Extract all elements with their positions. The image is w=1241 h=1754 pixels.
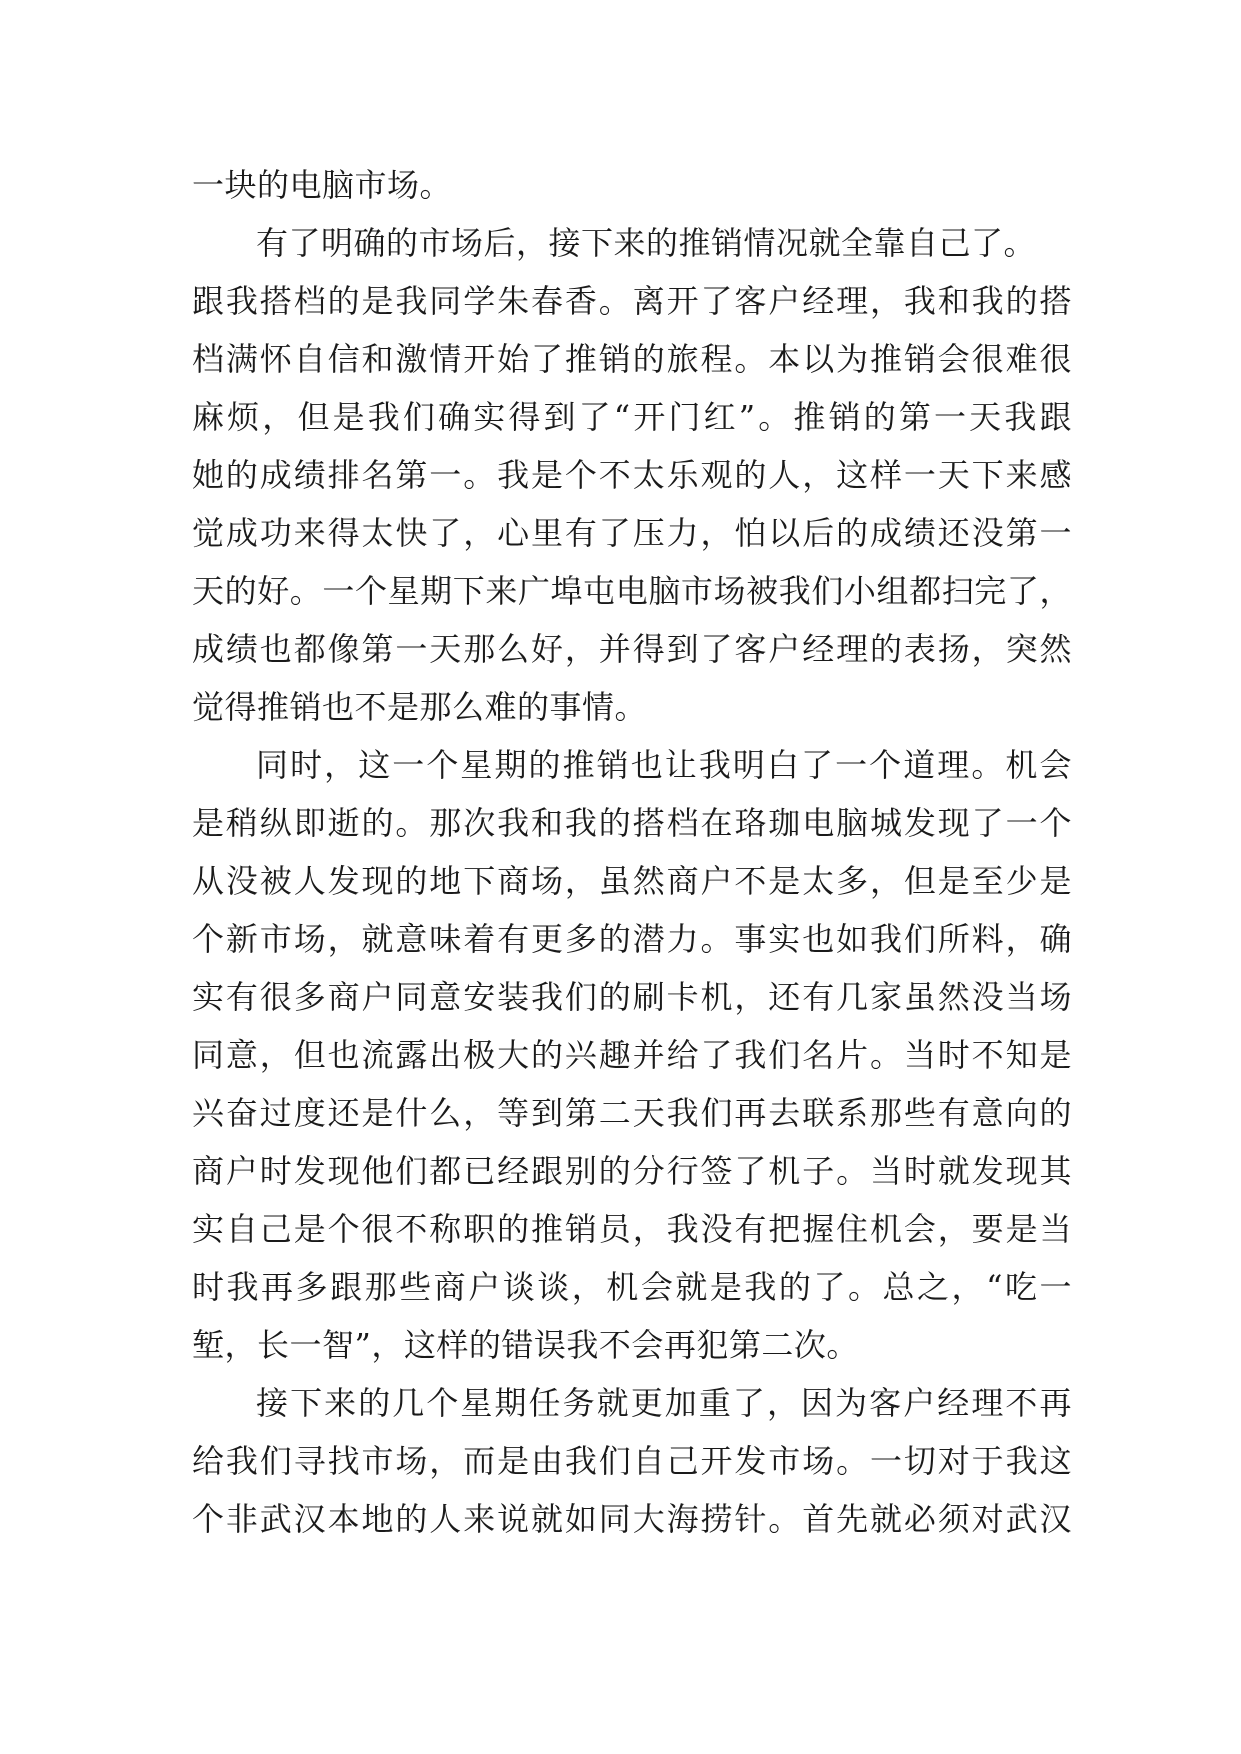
text-line: 档满怀自信和激情开始了推销的旅程。本以为推销会很难很 <box>192 340 1072 378</box>
text-line: 天的好。一个星期下来广埠屯电脑市场被我们小组都扫完了， <box>192 572 1072 610</box>
text-line: 是稍纵即逝的。那次我和我的搭档在珞珈电脑城发现了一个 <box>192 804 1072 842</box>
text-line: 实有很多商户同意安装我们的刷卡机，还有几家虽然没当场 <box>192 978 1072 1016</box>
text-line: 给我们寻找市场，而是由我们自己开发市场。一切对于我这 <box>192 1442 1072 1480</box>
text-line: 商户时发现他们都已经跟别的分行签了机子。当时就发现其 <box>192 1152 1072 1190</box>
body-text <box>192 156 1072 1548</box>
text-line: 一块的电脑市场。 <box>192 166 453 204</box>
text-line: 跟我搭档的是我同学朱春香。离开了客户经理，我和我的搭 <box>192 282 1072 320</box>
text-line: 个非武汉本地的人来说就如同大海捞针。首先就必须对武汉 <box>192 1500 1072 1538</box>
text-line: 她的成绩排名第一。我是个不太乐观的人，这样一天下来感 <box>192 456 1072 494</box>
text-line: 从没被人发现的地下商场，虽然商户不是太多，但是至少是 <box>192 862 1072 900</box>
text-line: 觉得推销也不是那么难的事情。 <box>192 688 648 726</box>
text-line: 兴奋过度还是什么，等到第二天我们再去联系那些有意向的 <box>192 1094 1072 1132</box>
text-line: 麻烦，但是我们确实得到了“开门红”。推销的第一天我跟 <box>192 398 1072 436</box>
text-line: 同意，但也流露出极大的兴趣并给了我们名片。当时不知是 <box>192 1036 1072 1074</box>
text-line: 堑，长一智”，这样的错误我不会再犯第二次。 <box>192 1326 859 1364</box>
text-line: 个新市场，就意味着有更多的潜力。事实也如我们所料，确 <box>192 920 1072 958</box>
text-line: 有了明确的市场后，接下来的推销情况就全靠自己了。 <box>256 224 1037 262</box>
text-line: 时我再多跟那些商户谈谈，机会就是我的了。总之，“吃一 <box>192 1268 1072 1306</box>
text-line: 接下来的几个星期任务就更加重了，因为客户经理不再 <box>256 1384 1072 1422</box>
text-line: 实自己是个很不称职的推销员，我没有把握住机会，要是当 <box>192 1210 1072 1248</box>
text-line: 觉成功来得太快了，心里有了压力，怕以后的成绩还没第一 <box>192 514 1072 552</box>
text-line: 同时，这一个星期的推销也让我明白了一个道理。机会 <box>256 746 1072 784</box>
text-line: 成绩也都像第一天那么好，并得到了客户经理的表扬，突然 <box>192 630 1072 668</box>
